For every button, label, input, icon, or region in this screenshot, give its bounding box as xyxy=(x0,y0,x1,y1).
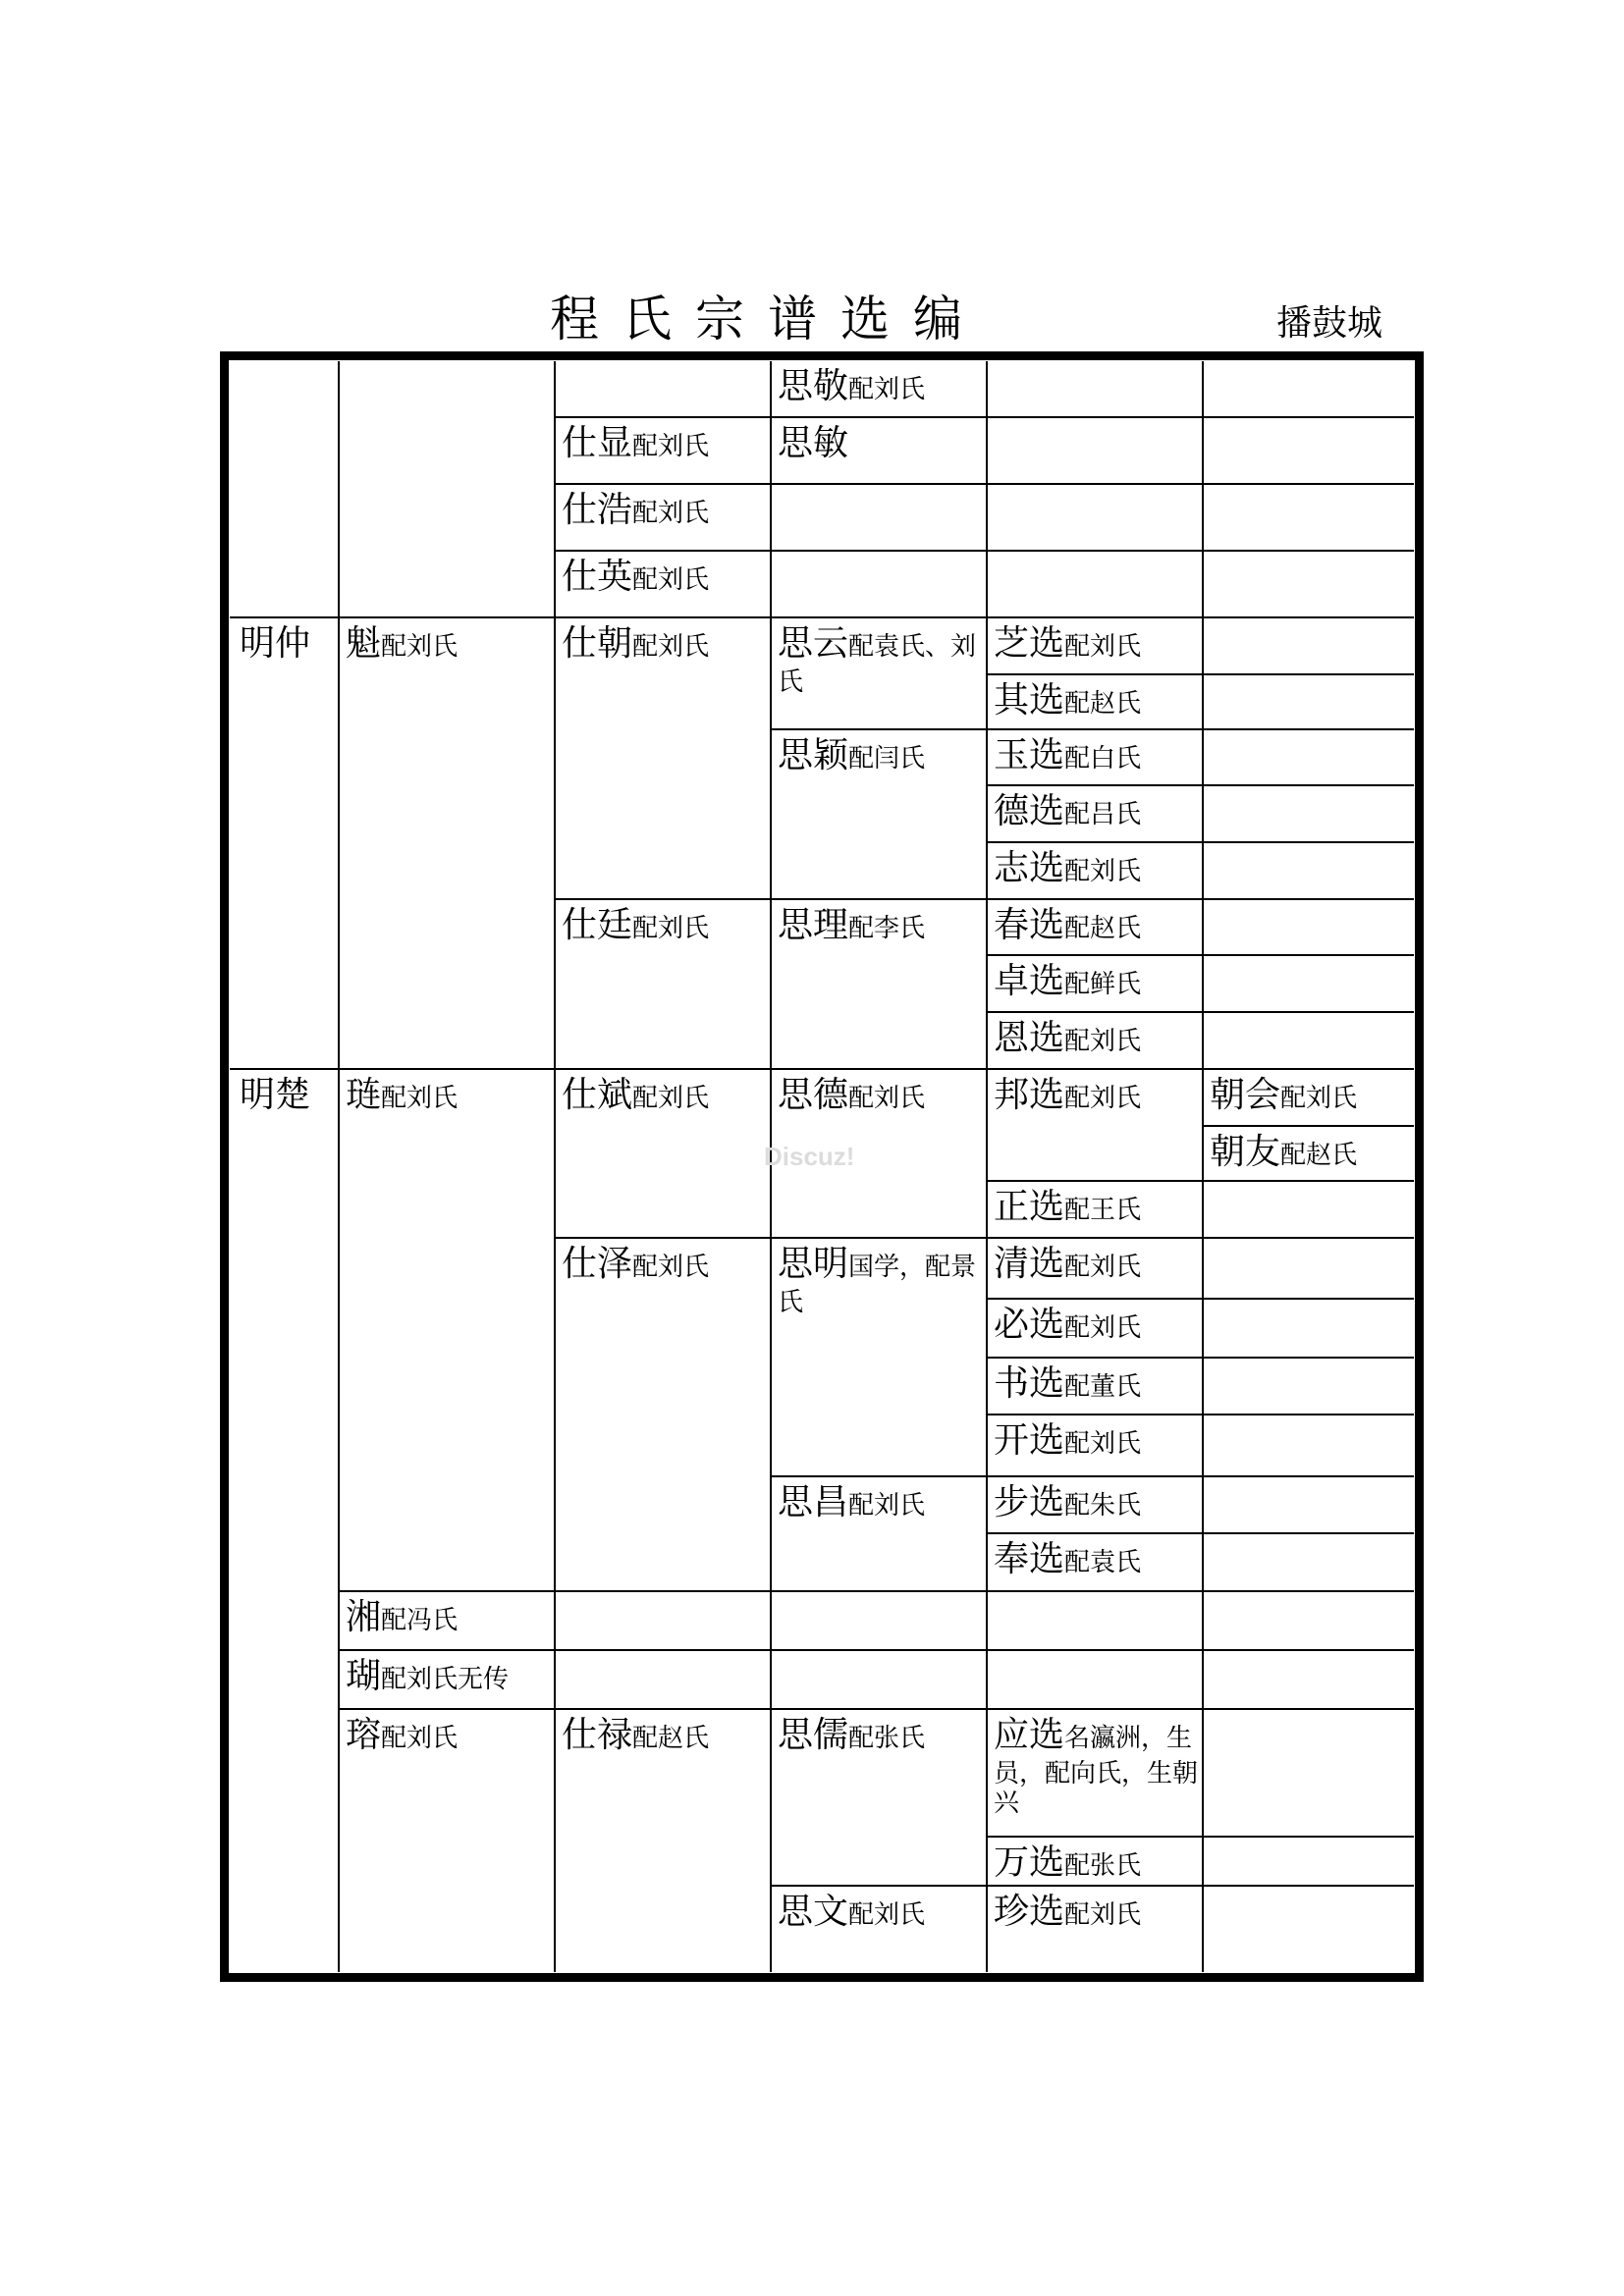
watermark: Discuz! xyxy=(764,1142,855,1171)
genealogy-cell-c3 xyxy=(772,900,986,1070)
genealogy-cell-c5 xyxy=(1204,361,1414,418)
spouse-note: 配袁氏 xyxy=(1064,1548,1142,1577)
genealogy-cell-c4 xyxy=(988,730,1202,786)
genealogy-cell-c5 xyxy=(1204,1359,1414,1415)
spouse-note: 配刘氏 xyxy=(1064,1027,1142,1056)
genealogy-cell-c2 xyxy=(556,1592,770,1651)
genealogy-cell-c4 xyxy=(988,900,1202,956)
genealogy-cell-c5 xyxy=(1204,843,1414,900)
genealogy-cell-c5 xyxy=(1204,1887,1414,1972)
person-name: 万选 xyxy=(994,1842,1065,1883)
genealogy-cell-c4 xyxy=(988,618,1202,675)
person-name: 书选 xyxy=(994,1363,1065,1404)
genealogy-cell-c5 xyxy=(1204,956,1414,1013)
genealogy-cell-c4 xyxy=(988,1070,1202,1182)
spouse-note: 配刘氏 xyxy=(632,565,710,595)
spouse-note: 配刘氏 xyxy=(632,432,710,461)
person-name: 其选 xyxy=(994,680,1065,721)
genealogy-cell-c5 xyxy=(1204,1710,1414,1838)
genealogy-cell-c4 xyxy=(988,1710,1202,1838)
spouse-note: 配刘氏 xyxy=(1280,1084,1358,1113)
genealogy-cell-c1 xyxy=(340,1651,554,1710)
genealogy-cell-c2 xyxy=(556,1239,770,1592)
spouse-note: 配刘氏 xyxy=(381,632,459,662)
genealogy-cell-c0 xyxy=(230,361,338,618)
person-name: 奉选 xyxy=(994,1539,1065,1579)
genealogy-cell-c4 xyxy=(988,1592,1202,1651)
person-name: 步选 xyxy=(994,1482,1065,1522)
genealogy-cell-c5 xyxy=(1204,1239,1414,1300)
person-name: 朝会 xyxy=(1210,1075,1281,1115)
genealogy-cell-c3 xyxy=(772,618,986,730)
person-name: 思云 xyxy=(778,623,849,664)
person-name: 思文 xyxy=(778,1892,849,1932)
genealogy-cell-c2 xyxy=(556,552,770,618)
genealogy-cell-c5 xyxy=(1204,418,1414,485)
person-name: 思昌 xyxy=(778,1482,849,1522)
genealogy-cell-c4 xyxy=(988,843,1202,900)
genealogy-cell-c4 xyxy=(988,1239,1202,1300)
person-name: 思儒 xyxy=(778,1715,849,1755)
person-name: 正选 xyxy=(994,1187,1065,1227)
person-name: 卓选 xyxy=(994,961,1065,1001)
spouse-note: 配赵氏 xyxy=(1280,1141,1358,1170)
spouse-note: 配吕氏 xyxy=(1064,800,1142,829)
genealogy-cell-c5 xyxy=(1204,1534,1414,1592)
person-name: 必选 xyxy=(994,1305,1065,1345)
person-name: 应选 xyxy=(994,1715,1065,1755)
genealogy-cell-c1 xyxy=(340,618,554,1070)
genealogy-cell-c4 xyxy=(988,361,1202,418)
genealogy-cell-c3 xyxy=(772,1477,986,1592)
spouse-note: 配赵氏 xyxy=(1064,689,1142,719)
spouse-note: 配闫氏 xyxy=(848,744,926,774)
genealogy-cell-c3 xyxy=(772,485,986,552)
genealogy-cell-c3 xyxy=(772,730,986,900)
page-title: 程氏宗谱选编 xyxy=(550,291,986,347)
person-name: 琏 xyxy=(346,1075,382,1115)
spouse-note: 配刘氏 xyxy=(848,1084,926,1113)
genealogy-cell-c1 xyxy=(340,1070,554,1592)
spouse-note: 配刘氏 xyxy=(632,914,710,943)
genealogy-cell-c3 xyxy=(772,418,986,485)
spouse-note: 配冯氏 xyxy=(381,1606,459,1635)
genealogy-cell-c5 xyxy=(1204,1415,1414,1477)
genealogy-cell-c4 xyxy=(988,956,1202,1013)
genealogy-cell-c2 xyxy=(556,485,770,552)
person-name: 思颖 xyxy=(778,735,849,775)
spouse-note: 配刘氏 xyxy=(848,375,926,404)
genealogy-cell-c1 xyxy=(340,361,554,618)
spouse-note: 配白氏 xyxy=(1064,744,1142,774)
genealogy-cell-c2 xyxy=(556,1651,770,1710)
spouse-note: 配刘氏 xyxy=(381,1084,459,1113)
genealogy-cell-c0 xyxy=(230,1070,338,1972)
genealogy-cell-c4 xyxy=(988,1359,1202,1415)
spouse-note: 配刘氏 xyxy=(848,1491,926,1521)
genealogy-cell-c3 xyxy=(772,1651,986,1710)
spouse-note: 配鲜氏 xyxy=(1064,970,1142,999)
person-name: 魁 xyxy=(346,623,382,664)
spouse-note: 配刘氏 xyxy=(632,632,710,662)
person-name: 思明 xyxy=(778,1244,849,1284)
person-name: 德选 xyxy=(994,791,1065,831)
person-name: 思敬 xyxy=(778,366,849,406)
spouse-note: 配张氏 xyxy=(848,1724,926,1753)
spouse-note: 配朱氏 xyxy=(1064,1491,1142,1521)
genealogy-cell-c1 xyxy=(340,1592,554,1651)
spouse-note: 配王氏 xyxy=(1064,1196,1142,1225)
spouse-note: 配董氏 xyxy=(1064,1372,1142,1402)
person-name: 志选 xyxy=(994,848,1065,888)
genealogy-cell-c5 xyxy=(1204,1127,1414,1182)
person-name: 瑚 xyxy=(346,1656,382,1696)
person-name: 仕廷 xyxy=(562,905,633,945)
genealogy-cell-c5 xyxy=(1204,1477,1414,1534)
spouse-note: 名瀛洲，生员，配向氏，生朝兴 xyxy=(994,1724,1199,1818)
genealogy-cell-c4 xyxy=(988,1415,1202,1477)
person-name: 朝友 xyxy=(1210,1132,1281,1172)
genealogy-cell-c3 xyxy=(772,552,986,618)
person-name: 恩选 xyxy=(994,1018,1065,1058)
person-name: 珍选 xyxy=(994,1892,1065,1932)
person-name: 仕泽 xyxy=(562,1244,633,1284)
genealogy-cell-c1 xyxy=(340,1710,554,1972)
spouse-note: 配刘氏 xyxy=(1064,1429,1142,1459)
genealogy-cell-c4 xyxy=(988,552,1202,618)
genealogy-cell-c5 xyxy=(1204,618,1414,675)
genealogy-cell-c4 xyxy=(988,1534,1202,1592)
spouse-note: 配刘氏 xyxy=(1064,632,1142,662)
spouse-note: 配刘氏 xyxy=(381,1724,459,1753)
spouse-note: 配刘氏 xyxy=(1064,1313,1142,1343)
genealogy-cell-c4 xyxy=(988,1887,1202,1972)
genealogy-cell-c4 xyxy=(988,1838,1202,1887)
genealogy-cell-c4 xyxy=(988,675,1202,730)
person-name: 仕浩 xyxy=(562,490,633,530)
genealogy-cell-c3 xyxy=(772,1592,986,1651)
genealogy-cell-c4 xyxy=(988,1013,1202,1070)
place-name: 播鼓城 xyxy=(1276,303,1383,344)
genealogy-cell-c2 xyxy=(556,900,770,1070)
genealogy-cell-c5 xyxy=(1204,900,1414,956)
genealogy-cell-c5 xyxy=(1204,1838,1414,1887)
spouse-note: 配袁氏、刘氏 xyxy=(778,632,977,697)
genealogy-cell-c2 xyxy=(556,618,770,900)
genealogy-cell-c5 xyxy=(1204,1592,1414,1651)
genealogy-cell-c3 xyxy=(772,1710,986,1887)
spouse-note: 配刘氏 xyxy=(1064,857,1142,886)
person-name: 思理 xyxy=(778,905,849,945)
genealogy-cell-c4 xyxy=(988,1651,1202,1710)
genealogy-cell-c3 xyxy=(772,361,986,418)
person-name: 瑢 xyxy=(346,1715,382,1755)
spouse-note: 配刘氏 xyxy=(632,499,710,528)
genealogy-cell-c4 xyxy=(988,418,1202,485)
person-name: 春选 xyxy=(994,905,1065,945)
genealogy-cell-c5 xyxy=(1204,786,1414,843)
person-name: 思敏 xyxy=(778,423,849,463)
genealogy-cell-c4 xyxy=(988,1477,1202,1534)
genealogy-cell-c2 xyxy=(556,418,770,485)
person-name: 玉选 xyxy=(994,735,1065,775)
generation-label: 明楚 xyxy=(240,1075,311,1115)
genealogy-cell-c5 xyxy=(1204,1300,1414,1359)
spouse-note: 配张氏 xyxy=(1064,1851,1142,1881)
spouse-note: 配赵氏 xyxy=(1064,914,1142,943)
genealogy-cell-c2 xyxy=(556,1710,770,1972)
genealogy-cell-c4 xyxy=(988,786,1202,843)
person-name: 邦选 xyxy=(994,1075,1065,1115)
genealogy-cell-c5 xyxy=(1204,675,1414,730)
generation-label: 明仲 xyxy=(240,623,311,664)
spouse-note: 配刘氏 xyxy=(632,1084,710,1113)
spouse-note: 配刘氏 xyxy=(1064,1900,1142,1930)
genealogy-cell-c4 xyxy=(988,1300,1202,1359)
genealogy-cell-c4 xyxy=(988,1182,1202,1239)
spouse-note: 配刘氏 xyxy=(1064,1084,1142,1113)
genealogy-cell-c5 xyxy=(1204,1070,1414,1127)
person-name: 仕朝 xyxy=(562,623,633,664)
person-name: 芝选 xyxy=(994,623,1065,664)
genealogy-cell-c5 xyxy=(1204,552,1414,618)
spouse-note: 配刘氏 xyxy=(848,1900,926,1930)
person-name: 开选 xyxy=(994,1420,1065,1461)
person-name: 仕斌 xyxy=(562,1075,633,1115)
genealogy-cell-c5 xyxy=(1204,730,1414,786)
person-name: 清选 xyxy=(994,1244,1065,1284)
genealogy-cell-c5 xyxy=(1204,485,1414,552)
spouse-note: 配刘氏 xyxy=(632,1253,710,1282)
spouse-note: 配赵氏 xyxy=(632,1724,710,1753)
genealogy-cell-c0 xyxy=(230,618,338,1070)
genealogy-cell-c5 xyxy=(1204,1013,1414,1070)
genealogy-cell-c3 xyxy=(772,1887,986,1972)
genealogy-cell-c4 xyxy=(988,485,1202,552)
genealogy-cell-c3 xyxy=(772,1239,986,1477)
spouse-note: 配李氏 xyxy=(848,914,926,943)
person-name: 湘 xyxy=(346,1597,382,1637)
spouse-note: 国学，配景氏 xyxy=(778,1253,977,1317)
person-name: 仕英 xyxy=(562,557,633,597)
genealogy-cell-c5 xyxy=(1204,1651,1414,1710)
spouse-note: 配刘氏 xyxy=(1064,1253,1142,1282)
person-name: 思德 xyxy=(778,1075,849,1115)
genealogy-cell-c5 xyxy=(1204,1182,1414,1239)
genealogy-cell-c2 xyxy=(556,1070,770,1239)
spouse-note: 配刘氏无传 xyxy=(381,1665,510,1694)
generation-label xyxy=(236,366,240,406)
person-name: 仕禄 xyxy=(562,1715,633,1755)
person-name: 仕显 xyxy=(562,423,633,463)
genealogy-cell-c2 xyxy=(556,361,770,418)
